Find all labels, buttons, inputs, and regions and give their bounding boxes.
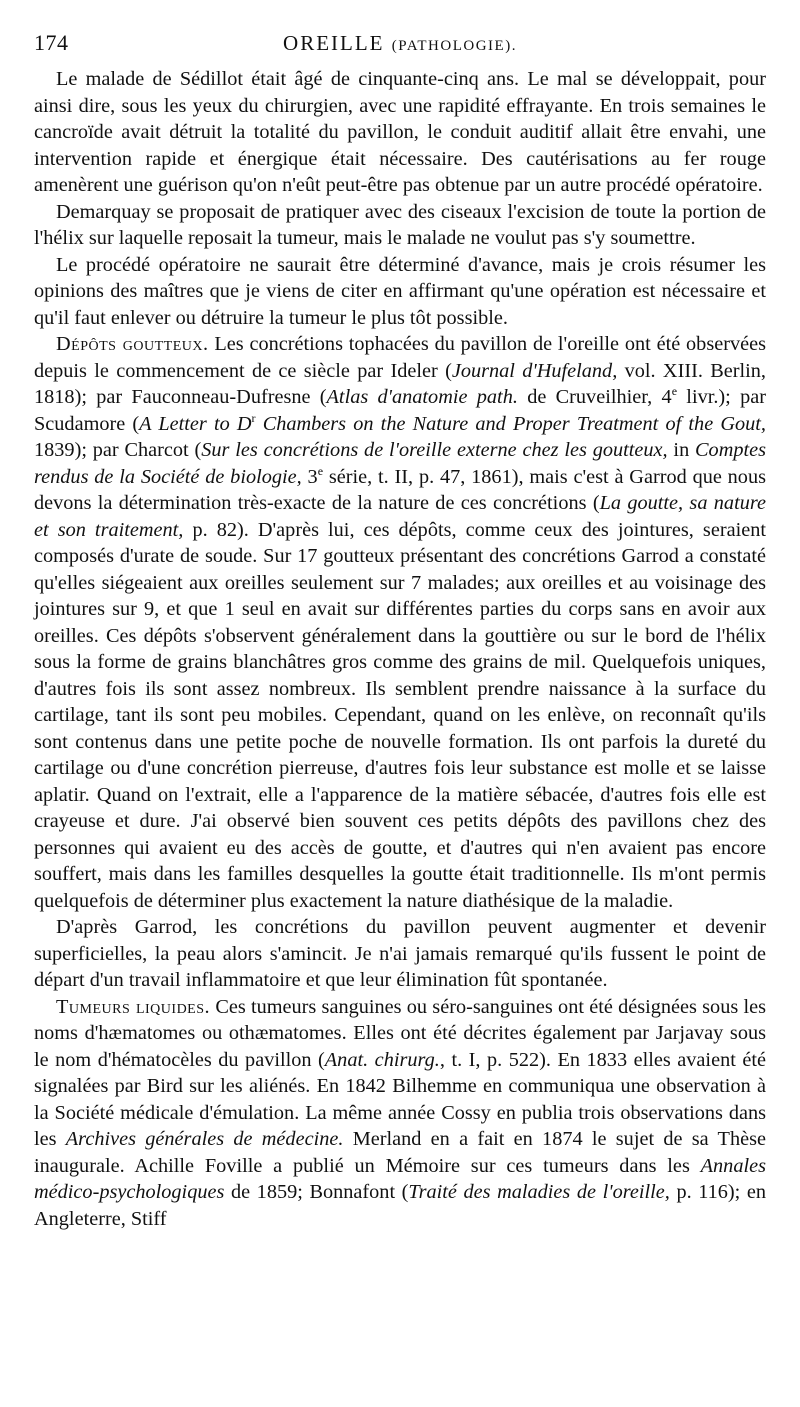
text-run: de 1859; Bonnafont (	[224, 1181, 409, 1203]
text-run: , t. I, p. 522). En 1833 elles avaient été signalées par Bird sur les aliénés. En 1842 Bilhemme en communiqua une observation à la Société médicale d'émulation. La même année Cossy en publia trois observations dans les	[34, 1048, 766, 1150]
citation-italic: Archives générales de médecine.	[65, 1128, 344, 1150]
superscript: e	[671, 384, 678, 399]
running-title-main: OREILLE	[283, 31, 385, 55]
citation-italic: Anat. chirurg.	[324, 1048, 440, 1071]
paragraph-6	[34, 994, 766, 1233]
paragraph-5: D'après Garrod, les concrétions du pavillon peuvent augmenter et devenir superficielles, la peau alors s'amincit. Je n'ai jamais remarqué qu'ils fussent le point de départ d'un travail inflammatoire et que leur élimination fût spontanée.	[34, 916, 766, 991]
superscript: r	[251, 410, 256, 425]
text-run: p. 116); en Angleterre, Stiff	[34, 1181, 767, 1230]
running-title	[194, 31, 606, 56]
text-run: in	[667, 439, 696, 461]
citation-italic: Chambers on the Nature and Proper Treatment of the Gout,	[255, 412, 766, 435]
body-text	[34, 66, 766, 1232]
citation-italic: A Letter to D	[139, 412, 252, 435]
text-run: 1839); par Charcot (	[34, 439, 202, 461]
paragraph-3: Le procédé opératoire ne saurait être déterminé d'avance, mais je crois résumer les opinions des maîtres que je viens de citer en affirmant qu'une opération est nécessaire et qu'il faut enlever ou détruire la tumeur le plus tôt possible.	[34, 253, 766, 329]
text-run: 3	[301, 465, 318, 488]
citation-italic: Annales médico-psychologiques	[34, 1154, 766, 1203]
text-run: livr.); par Scudamore (	[34, 386, 766, 435]
citation-italic: Atlas d'anatomie path.	[326, 386, 518, 408]
paragraph-1: Le malade de Sédillot était âgé de cinquante-cinq ans. Le mal se développait, pour ainsi dire, sous les yeux du chirurgien, avec une rapidité effrayante. En trois semaines le cancroïde avait détruit la totalité du pavillon, le conduit auditif allait être envahi, une intervention rapide et énergique était nécessaire. Des cautérisations au fer rouge amenèrent une guérison qu'on n'eût peut-être pas obtenue par un autre procédé opératoire.	[34, 68, 766, 196]
citation-italic: Sur les concrétions de l'oreille externe chez les goutteux,	[201, 439, 668, 461]
running-head	[34, 30, 766, 60]
text-run: Merland en a fait en 1874 le sujet de sa Thèse inaugurale. Achille Foville a publié un Mémoire sur ces tumeurs dans les	[34, 1128, 766, 1177]
citation-italic: Journal d'Hufeland,	[451, 359, 618, 382]
text-run: p. 82). D'après lui, ces dépôts, comme ceux des jointures, seraient composés d'urate de soude. Sur 17 goutteux présentant des concrétions Garrod a constaté qu'elles siégeaient aux oreilles seulement sur 7 malades; aux oreilles et au voisinage des jointures sur 9, et que 1 seul en avait sur différentes parties du corps sans en avoir aux oreilles. Ces dépôts s'observent généralement dans la gouttière ou sur le bord de l'hélix sous la forme de grains blanchâtres gros comme des grains de mil. Quelquefois uniques, d'autres fois ils sont assez nombreux. Ils semblent prendre naissance à la surface du cartilage, tant ils sont peu mobiles. Cependant, quand on les enlève, on reconnaît qu'ils sont contenus dans une petite poche de nouvelle formation. Ils ont parfois la dureté du cartilage ou d'une concrétion pierreuse, d'autres fois leur substance est molle et se laisse aplatir. Quand on l'extrait, elle a l'apparence de la matière sébacée, d'autres fois elle est crayeuse et dure. J'ai observé bien souvent ces petits dépôts des pavillons chez des personnes qui avaient eu des accès de goutte, et d'autres qui n'en avaient pas encore souffert, mais dans les familles desquelles la goutte était traditionnelle. Ils m'ont permis quelquefois de déterminer plus exactement la nature diathésique de la maladie.	[34, 518, 766, 912]
superscript: e	[317, 463, 324, 478]
text-run: de Cruveilhier, 4	[517, 386, 672, 408]
text-run: vol. XIII. Berlin, 1818); par Fauconneau-Dufresne (	[34, 359, 766, 408]
running-title-subtitle: (PATHOLOGIE).	[391, 38, 517, 54]
text-run: série, t. II, p. 47, 1861), mais c'est à Garrod que nous devons la détermination très-exacte de la nature de ces concrétions (	[34, 465, 766, 514]
page-number: 174	[34, 30, 69, 55]
citation-italic: Traité des maladies de l'oreille,	[408, 1181, 670, 1203]
section-heading-tumeurs-liquides: Tumeurs liquides.	[56, 995, 211, 1018]
citation-italic: Comptes rendus de la Société de biologie,	[34, 439, 767, 488]
paragraph-4	[34, 331, 766, 914]
text-run: Les concrétions tophacées du pavillon de l'oreille ont été observées depuis le commencement de ce siècle par Ideler (	[34, 333, 767, 382]
section-heading-depots-goutteux: Dépôts goutteux.	[56, 333, 209, 355]
citation-italic: La goutte, sa nature et son traitement,	[34, 492, 766, 541]
text-run: Ces tumeurs sanguines ou séro-sanguines ont été désignées sous les noms d'hæmatomes ou othæmatomes. Elles ont été décrites également par Jarjavay sous le nom d'hématocèles du pavillon (	[34, 995, 766, 1071]
paragraph-2: Demarquay se proposait de pratiquer avec des ciseaux l'excision de toute la portion de l'hélix sur laquelle reposait la tumeur, mais le malade ne voulut pas s'y soumettre.	[34, 200, 766, 249]
